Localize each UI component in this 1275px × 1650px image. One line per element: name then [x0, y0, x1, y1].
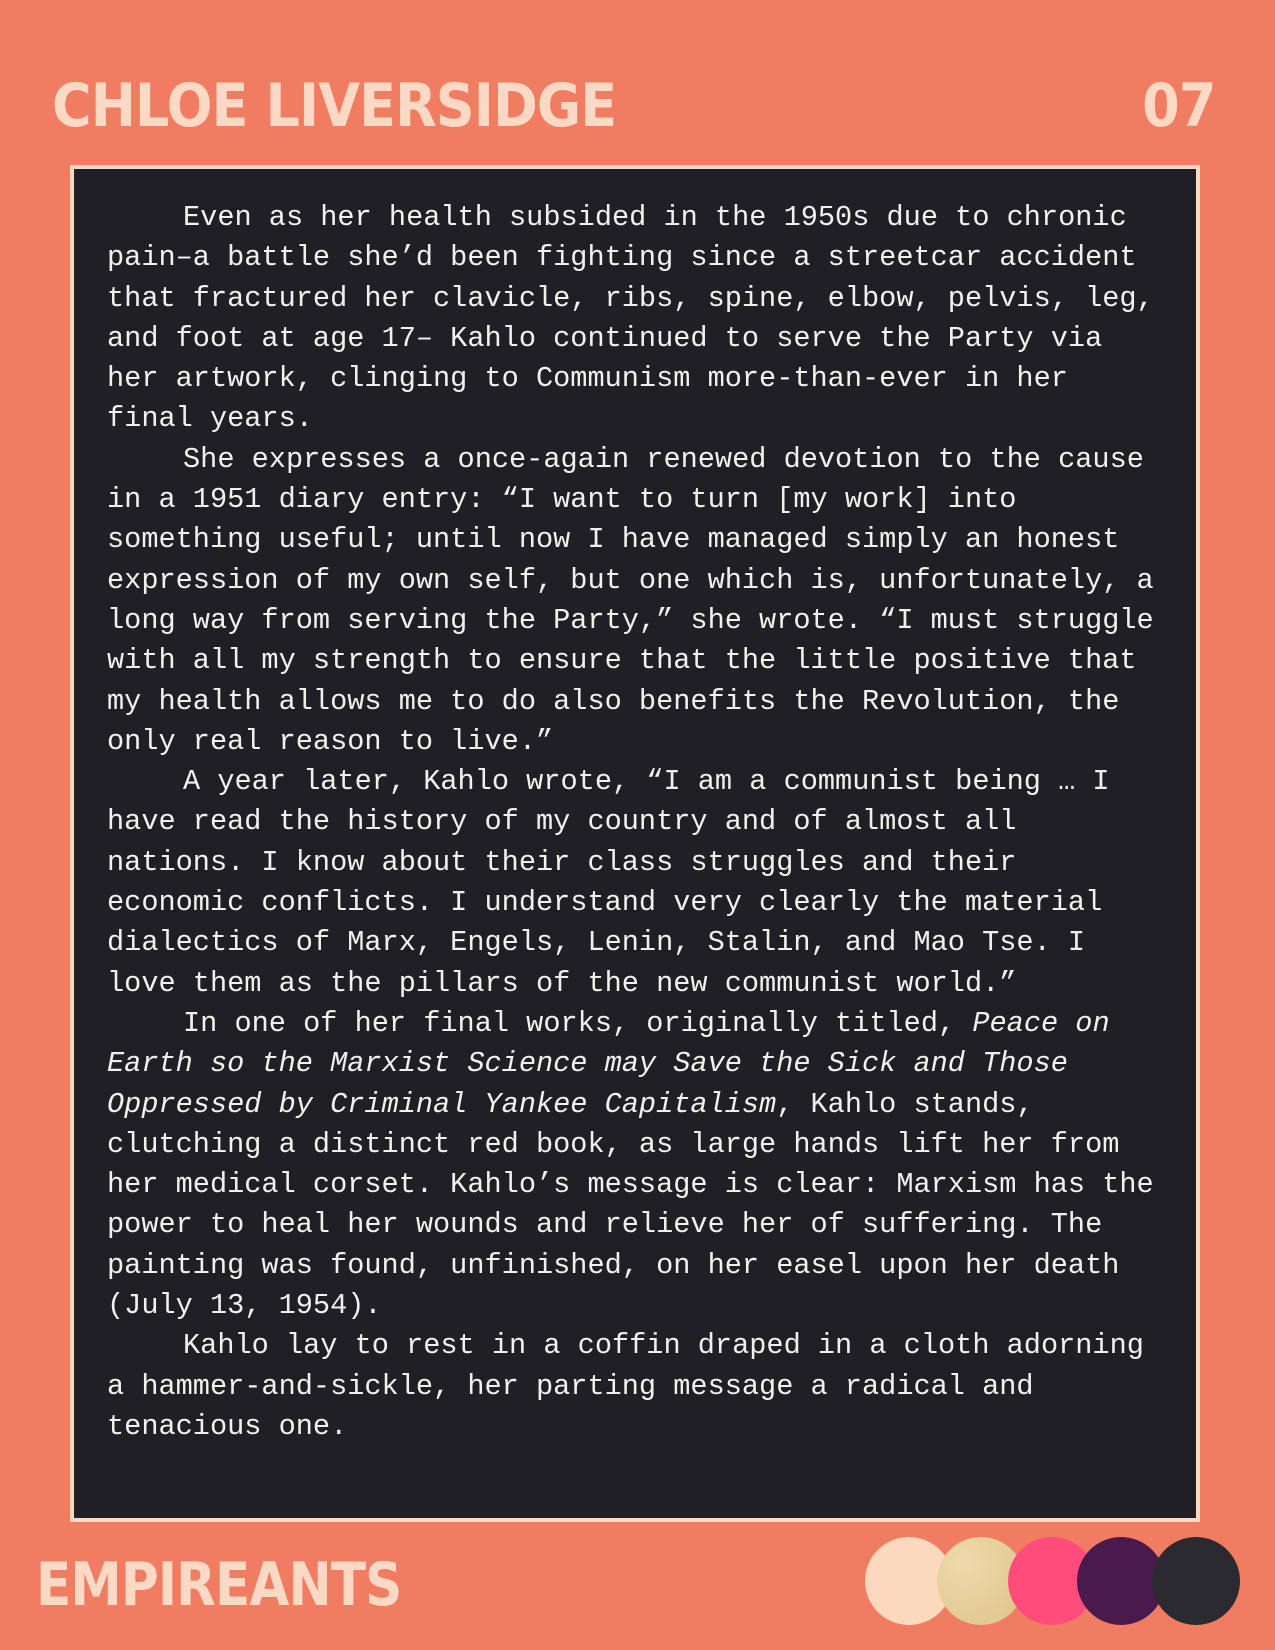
article-paragraph	[107, 1004, 1168, 1326]
brand-logo: EMPIREANTS	[36, 1550, 402, 1620]
article-paragraph: Even as her health subsided in the 1950s due to chronic pain–a battle she’d been fighting since a streetcar accident that fractured her clavicle, ribs, spine, elbow, pelvis, leg, and foot at age 17– Kahlo continued to serve the Party via her artwork, clinging to Communism more-than-ever in her final years.	[107, 201, 1154, 436]
paragraph-text: In one of her final works, originally titled,	[183, 1006, 956, 1040]
article-paragraph: She expresses a once-again renewed devotion to the cause in a 1951 diary entry: “I want to turn [my work] into something useful; until now I have managed simply an honest expression of my own self, but one which is, unfortunately, a long way from serving the Party,” she wrote. “I must struggle with all my strength to ensure that the little positive that my health allows me to do also benefits the Revolution, the only real reason to live.”	[107, 442, 1154, 758]
article-paragraph: Kahlo lay to rest in a coffin draped in a cloth adorning a hammer-and-sickle, her parting message a radical and tenacious one.	[107, 1329, 1144, 1443]
paragraph-text: , Kahlo stands, clutching a distinct red book, as large hands lift her from her medical corset. Kahlo’s message is clear: Marxism has the power to heal her wounds and relieve her of suffering. The painting was found, unfinished, on her easel upon her death (July 13, 1954).	[107, 1087, 1154, 1323]
palette-swatch-charcoal	[1152, 1537, 1240, 1625]
article-panel	[70, 165, 1200, 1522]
article-paragraph: A year later, Kahlo wrote, “I am a communist being … I have read the history of my country and of almost all nations. I know about their class struggles and their economic conflicts. I understand very clearly the material dialectics of Marx, Engels, Lenin, Stalin, and Mao Tse. I love them as the pillars of the new communist world.”	[107, 765, 1110, 1000]
artwork-title: Peace on Earth so the Marxist Science may Save the Sick and Those Oppressed by Criminal Yankee Capitalism	[107, 1006, 1110, 1121]
author-name: CHLOE LIVERSIDGE	[52, 71, 617, 141]
page-number: 07	[1141, 71, 1215, 141]
